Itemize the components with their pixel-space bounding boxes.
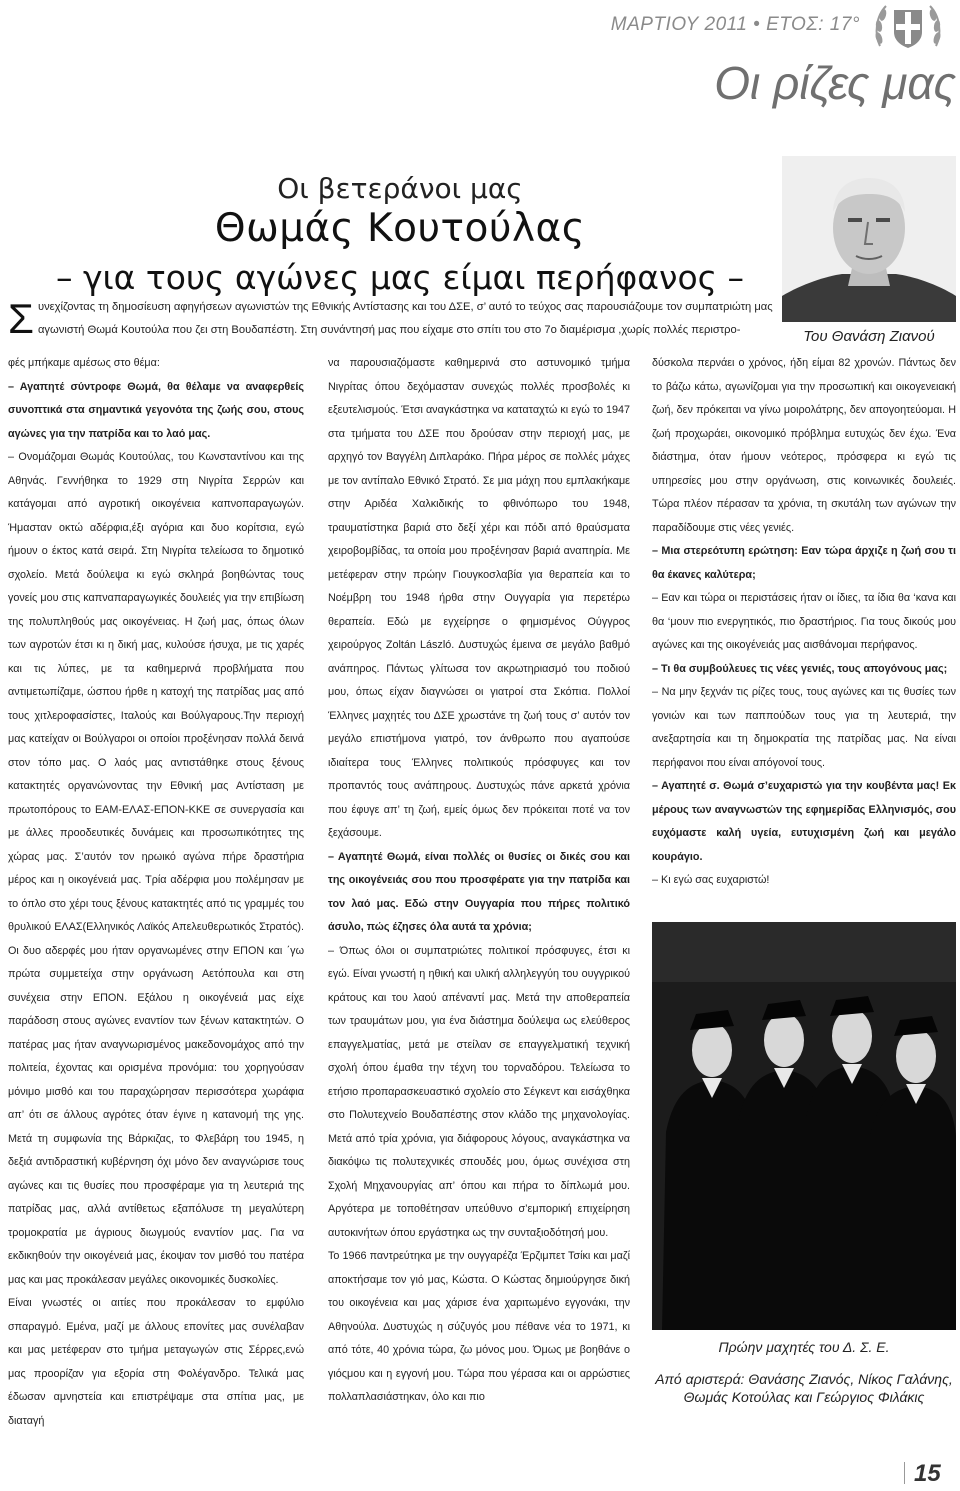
interview-question: – Αγαπητέ σύντροφε Θωμά, θα θέλαμε να αναφερθείς συνοπτικά στα σημαντικά γεγονότα της ζωής σου, στους αγώνες για την πατρίδα και το λαό μας.	[8, 380, 304, 440]
interview-question: – Μια στερεότυπη ερώτηση: Εαν τώρα άρχιζε η ζωή σου τι θα έκανες καλύτερα;	[652, 545, 956, 581]
greek-flag-emblem-icon	[872, 2, 944, 50]
caption-title: Πρώην μαχητές του Δ. Σ. Ε.	[718, 1339, 890, 1355]
author-credit: Του Θανάση Ζιανού	[803, 328, 935, 345]
article-subhead: – για τους αγώνες μας είμαι περήφανος –	[55, 258, 745, 297]
paragraph: Το 1966 παντρεύτηκα με την ουγγαρέζα Έρζιμπετ Τσίκι και μαζί αποκτήσαμε τον γιό μας, Κώστα. Ο Κώστας δημιούργησε δική του οικογένεια και μας χάρισε ένα χαριτωμένο εγγονάκι, την Αθηνούλα. Δυστυχώς η σύζυγός μου πέθανε νέα το 1971, κι από τότε, 40 χρόνια τώρα, ζω μόνος μου. Όμως με βοηθάνε ο γιόςμου και η εγγονή μου. Τώρα που γέρασα και οι αρρώστιες πολλαπλασιάστηκαν, όλο και πιο	[328, 1250, 630, 1403]
portrait-photo	[782, 156, 956, 322]
paragraph: φές μπήκαμε αμέσως στο θέμα:	[8, 357, 160, 369]
caption-names: Από αριστερά: Θανάσης Ζιανός, Νίκος Γαλάνης, Θωμάς Κοτούλας και Γεώργιος Φιλάκις	[655, 1371, 953, 1405]
intro-text: υνεχίζοντας τη δημοσίευση αφηγήσεων αγωνιστών της Εθνικής Αντίστασης και του ΔΣΕ, σ’ αυτό το τεύχος σας παρουσιάζουμε τον συμπατριώτη μας αγωνιστή Θωμά Κουτούλα που ζει στη Βουδαπέστη. Στη συνάντησή μας που είχαμε στο σπίτι του στο 7ο διαμέρισμα ,χωρίς πολλές περιστρο-	[37, 301, 773, 336]
group-photo	[652, 922, 956, 1330]
text-column-3	[652, 352, 956, 893]
paragraph: – Κι εγώ σας ευχαριστώ!	[652, 874, 770, 886]
article-intro	[8, 296, 780, 342]
paragraph: Είναι γνωστές οι αιτίες που προκάλεσαν το εμφύλιο σπαραγμό. Εμένα, μαζί με άλλους επονίτες μας συνέλαβαν και μας μετέφεραν στο τμήμα μεταγωγών στις Σέρρες,ενώ μας προορίζαν για εξορία στη Φολέγανδρο. Τελικά μας έδωσαν αμνηστεία και επιστρέψαμε στα σπίτια μας, με διαταγή	[8, 1297, 304, 1427]
paragraph: – Όπως όλοι οι συμπατριώτες πολιτικοί πρόσφυγες, έτσι κι εγώ. Είναι γνωστή η ηθική και υλική αλληλεγγύη του ουγγρικού κράτους και του λαού απέναντί μας. Μετά την αποθεραπεία των τραυμάτων μου, για ένα διάστημα δούλεψα ως ελεύθερος επαγγελματίας, μετά με στείλαν σε επαγγελματική τεχνική σχολή όπου έμαθα την τέχνη του τορναδόρου. Τελείωσα το ετήσιο προπαρασκευαστικό σχολείο στο Σέγκεντ και εισάχθηκα στο Πολυτεχνείο Βουδαπέστης στον κλάδο της μηχανολογίας. Μετά από τρία χρόνια, για διάφορους λόγους, αναγκάστηκα να διακόψω τις πολυτεχνικές σπουδές μου, όμως συνέχισα στη Σχολή Μηχανουργίας απ’ όπου και πήρα το δίπλωμά μου. Αργότερα με τοποθέτησαν υπεύθυνο σ’εμπορική επιχείρηση αυτοκινήτων όπου εργάστηκα ως την συνταξιοδότησή μου.	[328, 944, 630, 1239]
page-number-divider	[904, 1462, 905, 1484]
paragraph: δύσκολα περνάει ο χρόνος, ήδη είμαι 82 χρονών. Πάντως δεν το βάζω κάτω, αγωνίζομαι για την προσωπική και οικογενειακή ζωή, δεν πρόκειται να γίνω μοιρολάτρης, δεν απογοητεύομαι. Η ζωή προχωράει, οικονομικό πρόβλημα ευτυχώς δεν έχω. Ένα διάστημα, όταν ήμουν νεότερος, πρόσφερα κι εγώ τις υπηρεσίες μου στην οργάνωση, στις κοινωνικές δουλειές. Τώρα πλέον πέρασαν τα χρόνια, τη σκυτάλη των αγώνων την παραδίδουμε στις νέες γενιές.	[652, 357, 956, 534]
article-headline: Θωμάς Κουτούλας	[214, 206, 586, 251]
paragraph: – Εαν και τώρα οι περιστάσεις ήταν οι ίδιες, τα ίδια θα ‘κανα και θα ‘μουν πιο ενεργητικός, πιο δραστήριος. Για τους δικούς μου αγώνες και της οικογένειάς μας αισθάνομαι περήφανος.	[652, 592, 956, 651]
paragraph: – Να μην ξεχνάν τις ρίζες τους, τους αγώνες και τις θυσίες των γονιών και των παππούδων τους για τη λευτεριά, την ανεξαρτησία και τη δημοκρατία της πατρίδας μας. Να είναι περήφανοι που είναι απόγονοί τους.	[652, 686, 956, 769]
section-title: Οι ρίζες μας	[714, 57, 956, 109]
issue-date: ΜΑΡΤΙΟΥ 2011 • ΕΤΟΣ: 17°	[610, 14, 860, 35]
text-column-2	[328, 352, 630, 1410]
interview-question: – Αγαπητέ Θωμά, είναι πολλές οι θυσίες οι δικές σου και της οικογένειάς σου που προσφέρατε για την πατρίδα και τον λαό μας. Εδώ στην Ουγγαρία που πήρες πολιτικό άσυλο, πώς έζησες όλα αυτά τα χρόνια;	[328, 850, 630, 933]
interview-closing: – Αγαπητέ σ. Θωμά σ’ευχαριστώ για την κουβέντα μας! Εκ μέρους των αναγνωστών της εφημερίδας Ελληνισμός, σου ευχόμαστε καλή υγεία, ευτυχισμένη ζωή και μεγάλο κουράγιο.	[652, 780, 956, 863]
photo-caption	[652, 1338, 956, 1406]
article-kicker: Οι βετεράνοι μας	[277, 172, 523, 205]
page-number: 15	[914, 1460, 941, 1487]
paragraph: – Ονομάζομαι Θωμάς Κουτούλας, του Κωνσταντίνου και της Αθηνάς. Γεννήθηκα το 1929 στη Νιγρίτα Σερρών και κατάγομαι από αγροτική οικογένεια καπνοπαραγωγών. Ήμασταν οκτώ αδέρφια,έξι αγόρια και δυο κορίτσια, εγώ ήμουν ο έκτος κατά σειρά. Στη Νιγρίτα τελείωσα το δημοτικό σχολείο. Μετά δούλεψα κι εγώ σκληρά βοηθώντας τους γονείς μου στις καπναπαραγωγικές δουλειές για την επιβίωση της πολυπληθούς μας οικογένειας. Η ζωή μας, όπως όλων των αγροτών έτσι κι η δική μας, κυλούσε ήσυχα, με τις χαρές και τις λύπες, με τα καθημερινά προβλήματα που αντιμετωπίζαμε, ώσπου ήρθε η κατοχή της πατρίδας μας από τους χιτλεροφασίστες, Ιταλούς και Βούλγαρους.Την περιοχή μας κατείχαν οι Βούλγαροι οι οποίοι προξένησαν πολλά δεινά στον τόπο μας. Ο λαός μας αντιστάθηκε στους ξένους κατακτητές οργανώνοντας την Εθνική μας Αντίσταση με πρωτοπόρους το ΕΑΜ-ΕΛΑΣ-ΕΠΟΝ-ΚΚΕ σε συνεργασία και με άλλες προοδευτικές δυνάμεις και προσωπικότητες της χώρας μας. Σ’αυτόν τον ηρωικό αγώνα πήρε δραστήρια μέρος και η οικογένειά μας. Τρία αδέρφια μου πολέμησαν με το όπλο στο χέρι τους ξένους κατακτητές από τις γραμμές του θρυλικού ΕΛΑΣ(Ελληνικός Λαϊκός Απελευθερωτικός Στρατός). Οι δυο αδερφές μου ήταν οργανωμένες στην ΕΠΟΝ και ΄γω πρώτα συμμετείχα στην οργάνωση Αετόπουλα και στη συνέχεια στην ΕΠΟΝ. Εξάλου η οικογένειά μας είχε παράδοση στους αγώνες εναντίον των ξένων κατακτητών. Ο πατέρας μας ήταν αναγνωρισμένος μακεδονομάχος από την πολιτεία, έχοντας και ορισμένα προνόμια: του χορηγούσαν μόνιμο μισθό και του παραχώρησαν περισσότερα χωράφια απ’ ότι σε άλλους αγρότες όταν έγινε η κατανομή της γης. Μετά τη συμφωνία της Βάρκιζας, το Φλεβάρη του 1945, η δεξιά αντιδραστική κυβέρνηση όχι μόνο δεν αναγνώρισε τους αγώνες και τις θυσίες που προσφέραμε για τη λευτεριά της πατρίδας μας, αλλά αντίθετως εξαπόλυσε τη μεγαλύτερη τρομοκρατία με άγριους διωγμούς εναντίον μας. Για να εκδικηθούν την οικογένειά μας, έκοψαν τον μισθό του πατέρα μας και μας προκάλεσαν μεγάλες οικονομικές δυσκολίες.	[8, 451, 304, 1286]
drop-cap: Σ	[8, 295, 34, 342]
interview-question: – Τι θα συμβούλευες τις νέες γενιές, τους απογόνους μας;	[652, 662, 948, 675]
text-column-1	[8, 352, 304, 1433]
paragraph: να παρουσιαζόμαστε καθημερινά στο αστυνομικό τμήμα Νιγρίτας όπου δεχόμασταν συνεχώς πολλές προσβολές κι εξευτελισμούς. Έτσι αναγκάστηκα να καταταχτώ κι εγώ το 1947 στα τμήματα του ΔΣΕ που δρούσαν στην περιοχή μας, με αρχηγό τον Βαγγέλη Διπλαράκο. Πήρα μέρος σε πολλές μάχες με τον αντίπαλο Εθνικό Στρατό. Σε μια μάχη που εμπλακήκαμε στην Αριδέα Χαλκιδικής το φθινόπωρο του 1948, τραυματίστηκα βαριά στο δεξί χέρι και πόδι από θραύσματα χειροβομβίδας, τα οποία μου προξένησαν βαριά αναπηρία. Με μετέφεραν στην πρώην Γιουγκοσλαβία για θεραπεία και το Νοέμβρη του 1948 ήρθα στην Ουγγαρία για περετέρω θεραπεία. Εδώ με εγχείρησε ο φημισμένος Ούγγρος χειρούργος Zoltán László. Δυστυχώς έμεινα σε μεγάλο βαθμό ανάπηρος. Πάντως γλίτωσα τον ακρωτηριασμό του ποδιού μου, όπως είχαν διαγνώσει οι γιατροί στα Σκόπια. Πολλοί Έλληνες μαχητές του ΔΣΕ χρωστάνε τη ζωή τους σ’ αυτόν τον μεγάλο επιστήμονα γιατρό, τον άνθρωπο που αγαπούσε ιδιαίτερα τους Έλληνες πολιτικούς πρόσφυγες και τον προπαντός τους ανάπηρους. Δυστυχώς πάνε αρκετά χρόνια που έφυγε απ’ τη ζωή, εμείς όμως δεν πρόκειται ποτέ να τον ξεχάσουμε.	[328, 357, 630, 839]
